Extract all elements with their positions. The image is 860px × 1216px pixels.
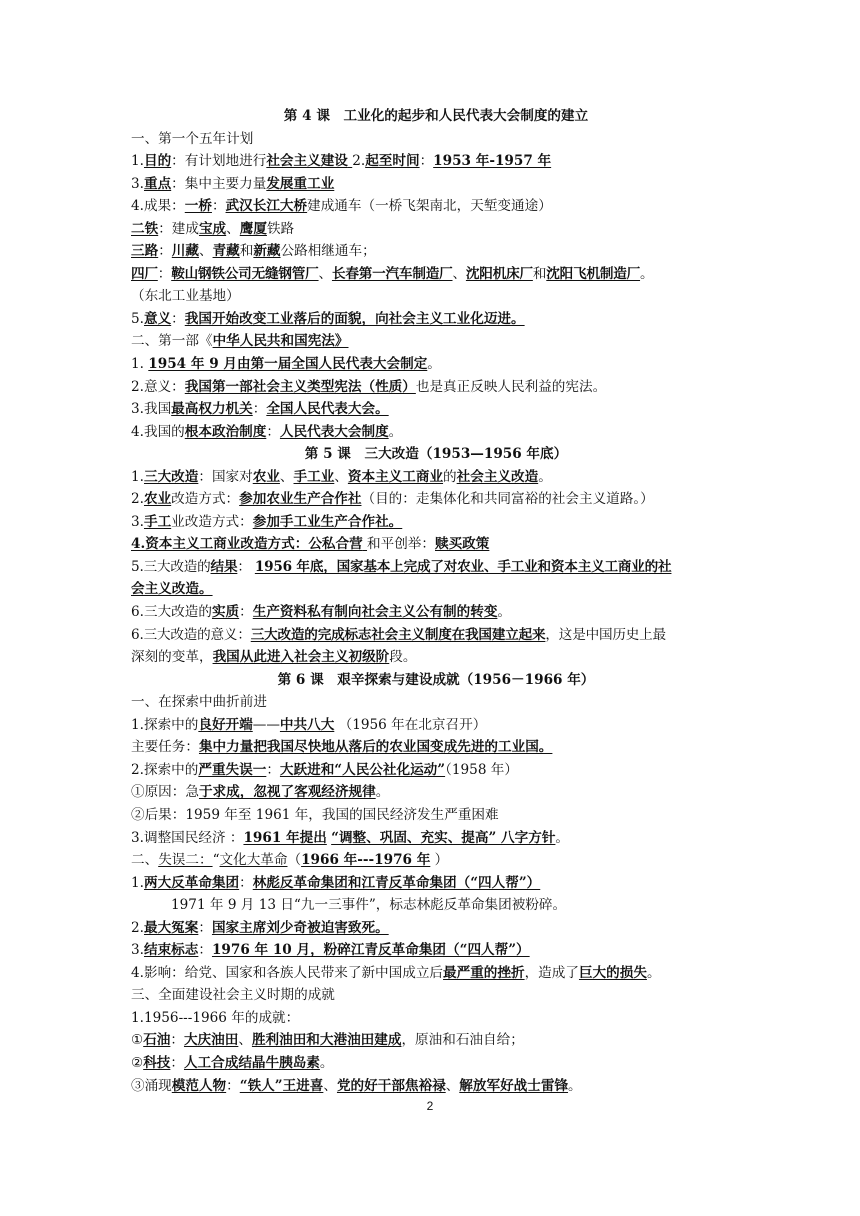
text-line (131, 714, 741, 737)
text-segment: 。 (427, 356, 441, 373)
text-segment: 、 (198, 243, 213, 260)
text-segment: —— (252, 716, 280, 733)
text-line (131, 736, 741, 759)
text-segment: ： (239, 874, 253, 891)
key-term: ，粉碎江青反革命集团（“四人帮”） (310, 942, 530, 959)
text-segment: 1. (131, 356, 149, 373)
text-segment: ： (171, 310, 185, 327)
text-line (131, 511, 741, 534)
key-term: 参加手工业生产合作社。 (252, 513, 403, 530)
text-segment: ： (419, 153, 434, 170)
key-term: 一桥 (184, 198, 212, 215)
key-term: 解放军好战士雷锋 (459, 1077, 569, 1094)
text-line (131, 939, 741, 962)
text-segment: 、 (334, 468, 348, 485)
key-term: 宝成 (198, 220, 227, 237)
text-segment: ： (170, 1032, 184, 1049)
text-segment: ： (157, 265, 172, 282)
key-term: 模范人物 (171, 1077, 227, 1094)
text-line (131, 128, 741, 151)
text-segment: 也是真正反映人民利益的宪法。 (415, 378, 607, 395)
text-line (131, 578, 741, 601)
text-line (131, 240, 741, 263)
text-segment: ，造成了 (524, 964, 579, 981)
text-segment: 。 (640, 265, 654, 282)
text-line (131, 376, 741, 399)
document-body (131, 105, 741, 1097)
text-segment: 二、第一部《 (131, 333, 213, 350)
key-term: 武汉长江大桥 (225, 198, 308, 215)
text-line (131, 330, 741, 353)
lesson-heading (131, 105, 741, 128)
key-term: 鹰厦 (239, 220, 267, 237)
page-number: 2 (426, 1099, 434, 1113)
text-segment: 、 (238, 1032, 252, 1049)
key-term: 1956 年底，国家基本上完成了对农业、手工业和资本主义工商业的社 (254, 558, 672, 575)
text-line (131, 195, 741, 218)
text-segment: ） (430, 852, 449, 869)
key-term: 我国第一部社会主义类型宪法（性质） (184, 378, 416, 395)
key-term: 根本政治制度 (184, 423, 267, 440)
key-term: 青藏 (212, 243, 240, 260)
key-term: 赎买政策 (435, 536, 490, 553)
lesson-heading (131, 443, 741, 466)
text-segment: ： (158, 243, 172, 260)
text-segment: 6.三大改造的意义： (131, 626, 251, 643)
key-term: 胜利油田和大港油田建成 (251, 1032, 402, 1049)
text-line (131, 150, 741, 173)
key-term: 资本主义工商业 (347, 468, 444, 485)
text-segment: 和平创举： (367, 536, 435, 553)
key-term: 党的好干部焦裕禄 (336, 1077, 446, 1094)
key-term: 四厂 (131, 265, 158, 282)
key-term: 两大反革命集团 (143, 874, 240, 891)
key-term: 参加农业生产合作社 (239, 491, 362, 508)
text-line (131, 872, 741, 895)
text-segment: 2. (352, 153, 366, 170)
key-term: 大庆油田 (183, 1032, 239, 1049)
lesson-heading (131, 669, 741, 692)
key-term: 良好开端 (198, 716, 253, 733)
text-segment: ： (237, 558, 255, 575)
text-segment: 3.我国 (131, 401, 172, 418)
key-term: 川藏 (171, 243, 199, 260)
key-term: 人工合成结晶牛胰岛素 (183, 1054, 320, 1071)
text-segment: （东北工业基地） (131, 288, 240, 305)
text-line (131, 894, 741, 917)
text-line (131, 849, 741, 872)
key-term: 中华人民共和国宪法》 (212, 333, 349, 350)
text-segment: 。 (497, 604, 512, 621)
text-line (131, 827, 741, 850)
key-term: 重点 (143, 175, 172, 192)
text-line (131, 624, 741, 647)
key-term: 沈阳机床厂 (465, 265, 533, 282)
text-segment: ： (226, 1077, 240, 1094)
key-term: 于求成，忽视了客观经济规律 (198, 784, 376, 801)
text-segment: ③涌现 (131, 1077, 172, 1094)
key-term: 国家主席刘少奇被迫害致死。 (211, 919, 389, 936)
text-line (131, 646, 741, 669)
key-term: 1976 年 10 月 (211, 942, 311, 959)
text-line (131, 691, 741, 714)
key-term: 农业 (143, 491, 172, 508)
key-term: 1966 年---1976 年 (301, 852, 431, 869)
text-segment: ： (198, 919, 212, 936)
text-segment: 6.三大改造的 (131, 604, 212, 621)
key-term: 科技 (143, 1054, 171, 1071)
text-segment: （ (287, 852, 302, 869)
key-term: 新藏 (253, 243, 281, 260)
text-segment: ，这是中国历史上最 (545, 626, 666, 643)
key-term: 二铁 (131, 220, 159, 237)
text-segment: 3. (131, 942, 144, 959)
key-term: 鞍山钢铁公司无缝钢管厂 (171, 265, 319, 282)
text-segment: 深刻的变革， (131, 649, 213, 666)
text-segment: 一、在探索中曲折前进 (131, 694, 267, 711)
text-segment: （目的：走集体化和共同富裕的社会主义道路。） (361, 491, 654, 508)
text-segment: （1956 年在北京召开） (334, 716, 487, 733)
text-segment: ：建成 (158, 220, 199, 237)
key-term: 1954 年 9 月由第一届全国人民代表大会制定 (148, 356, 428, 373)
text-segment: 。 (568, 1077, 582, 1094)
text-segment: 。 (388, 423, 403, 440)
key-term: 起至时间 (365, 153, 420, 170)
text-segment: 4.影响：给党、国家和各族人民带来了新中国成立后 (131, 964, 444, 981)
key-term: 三大改造的完成标志社会主义制度在我国建立起来 (250, 626, 546, 643)
text-segment: 4.成果： (131, 198, 185, 215)
text-segment: ： (198, 942, 212, 959)
text-segment: “ (212, 852, 220, 869)
text-segment: 第 5 课 三大改造（1953—1956 年底） (304, 446, 568, 463)
text-segment: 和 (239, 243, 254, 260)
text-segment: 1. (131, 153, 144, 170)
text-segment: 。 (646, 964, 661, 981)
text-segment: 2.意义： (131, 378, 185, 395)
text-segment: ① (131, 1032, 144, 1049)
text-segment: 2. (131, 491, 144, 508)
text-segment: 1.探索中的 (131, 716, 199, 733)
text-segment: 建成通车（一桥飞架南北，天堑变通途） (307, 198, 552, 215)
text-segment: 。 (375, 784, 390, 801)
text-line (131, 285, 741, 308)
text-segment: 、 (279, 468, 294, 485)
text-line (131, 601, 741, 624)
text-segment: （1958 年） (445, 761, 518, 778)
text-segment: ： (266, 423, 280, 440)
text-segment: ：有计划地进行 (171, 153, 267, 170)
text-segment: ： (266, 761, 280, 778)
text-segment: 第 4 课 工业化的起步和人民代表大会制度的建立 (283, 108, 589, 124)
key-term: “铁人”王进喜 (239, 1077, 324, 1094)
text-segment: 、 (452, 265, 466, 282)
text-segment: 3. (131, 513, 144, 530)
text-segment: ②后果：1959 年至 1961 年，我国的国民经济发生严重困难 (131, 806, 499, 823)
key-term: 1961 年提出 (243, 829, 327, 846)
text-line (131, 488, 741, 511)
text-segment: 二、 (131, 852, 159, 869)
key-term: 手工 (143, 513, 172, 530)
key-term: 沈阳飞机制造厂 (546, 265, 641, 282)
text-line (131, 353, 741, 376)
text-segment: 。 (319, 1054, 334, 1071)
text-segment: 、 (445, 1077, 460, 1094)
key-term: 石油 (143, 1032, 171, 1049)
key-term: 会主义改造。 (131, 581, 213, 598)
text-segment: ： (239, 604, 253, 621)
text-segment: 3. (131, 175, 144, 192)
text-line (131, 962, 741, 985)
text-line (131, 781, 741, 804)
key-term: 三大改造 (143, 468, 199, 485)
key-term: 农业 (252, 468, 280, 485)
text-segment: 公路相继通车； (280, 243, 376, 260)
text-segment: ①原因：急 (131, 784, 199, 801)
text-line (131, 533, 741, 556)
key-term: 目的 (143, 153, 172, 170)
text-segment: 5. (131, 310, 144, 327)
text-segment: 三、全面建设社会主义时期的成就 (131, 987, 335, 1004)
key-term: 全国人民代表大会。 (266, 401, 389, 418)
key-term: 发展重工业 (266, 175, 335, 192)
key-term: 生产资料私有制向社会主义公有制的转变 (252, 604, 498, 621)
text-segment: 第 6 课 艰辛探索与建设成就（1956－1966 年） (277, 671, 595, 688)
key-term: 最大冤案 (143, 919, 199, 936)
key-term: 巨大的损失 (578, 964, 647, 981)
key-term: 严重失误一 (198, 761, 267, 778)
text-line (131, 1075, 741, 1098)
text-segment: 。 (555, 829, 570, 846)
text-line (131, 398, 741, 421)
text-segment: ： (211, 198, 226, 215)
text-segment: 业改造方式： (171, 513, 253, 530)
text-segment: 和 (532, 265, 547, 282)
text-line (131, 917, 741, 940)
key-term: 最高权力机关 (171, 401, 253, 418)
text-segment: 的 (443, 468, 457, 485)
text-segment: ，原油和石油自给； (401, 1032, 524, 1049)
text-line (131, 1007, 741, 1030)
text-line (131, 1052, 741, 1075)
text-line (131, 1029, 741, 1052)
key-term: 意义 (143, 310, 172, 327)
key-term: 结束标志 (143, 942, 199, 959)
key-term: 大跃进和“人民公社化运动” (279, 761, 446, 778)
text-line (131, 556, 741, 579)
text-segment: 改造方式： (171, 491, 240, 508)
text-segment: 1. (131, 874, 144, 891)
text-segment: 4.我国的 (131, 423, 185, 440)
text-line (131, 984, 741, 1007)
text-segment: 5.三大改造的 (131, 558, 211, 575)
key-term: 4.资本主义工商业改造方式：公私合营 (131, 536, 363, 553)
text-segment: ： (252, 401, 267, 418)
text-segment: 、 (318, 265, 332, 282)
text-segment: 1.1956---1966 年的成就： (131, 1009, 300, 1026)
text-segment: 1. (131, 468, 144, 485)
text-segment: 2.探索中的 (131, 761, 199, 778)
text-segment: ② (131, 1054, 144, 1071)
key-term: 林彪反革命集团和江青反革命集团（“四人帮”） (252, 874, 541, 891)
text-segment: 、 (323, 1077, 337, 1094)
text-segment: ： (170, 1054, 184, 1071)
text-line (131, 466, 741, 489)
key-term: 1953 年-1957 年 (433, 153, 552, 170)
text-segment: 失误二： (158, 852, 213, 869)
key-term: 社会主义建设 (266, 153, 348, 170)
text-segment: 2. (131, 919, 144, 936)
text-line (131, 218, 741, 241)
text-line (131, 173, 741, 196)
key-term: 社会主义改造 (456, 468, 539, 485)
text-line (131, 759, 741, 782)
key-term: “调整、巩固、充实、提高” 八字方针 (331, 829, 556, 846)
text-segment: 铁路 (266, 220, 295, 237)
text-segment: 主要任务： (131, 739, 199, 756)
key-term: 最严重的挫折 (443, 964, 525, 981)
key-term: 中共八大 (279, 716, 335, 733)
key-term: 三路 (131, 243, 159, 260)
text-line (131, 421, 741, 444)
key-term: 结果 (210, 558, 238, 575)
text-segment: 段。 (389, 649, 417, 666)
text-segment: 、 (226, 220, 240, 237)
text-segment: 3.调整国民经济 ： (131, 829, 244, 846)
text-segment: 。 (538, 468, 552, 485)
key-term: 长春第一汽车制造厂 (331, 265, 453, 282)
key-term: 手工业 (293, 468, 335, 485)
key-term: 实质 (211, 604, 240, 621)
text-segment: ：集中主要力量 (171, 175, 267, 192)
text-line (131, 263, 741, 286)
text-line (131, 804, 741, 827)
text-segment: 一、第一个五年计划 (131, 130, 254, 147)
text-line (131, 308, 741, 331)
key-term: 我国从此进入社会主义初级阶 (212, 649, 390, 666)
key-term: 我国开始改变工业落后的面貌，向社会主义工业化迈进。 (184, 310, 525, 327)
text-segment: ：国家对 (198, 468, 253, 485)
key-term: 集中力量把我国尽快地从落后的农业国变成先进的工业国。 (198, 739, 553, 756)
key-term: 人民代表大会制度 (279, 423, 389, 440)
text-segment: 文化大革命 (219, 852, 288, 869)
text-segment: 1971 年 9 月 13 日“九一三事件”，标志林彪反革命集团被粉碎。 (171, 897, 567, 914)
